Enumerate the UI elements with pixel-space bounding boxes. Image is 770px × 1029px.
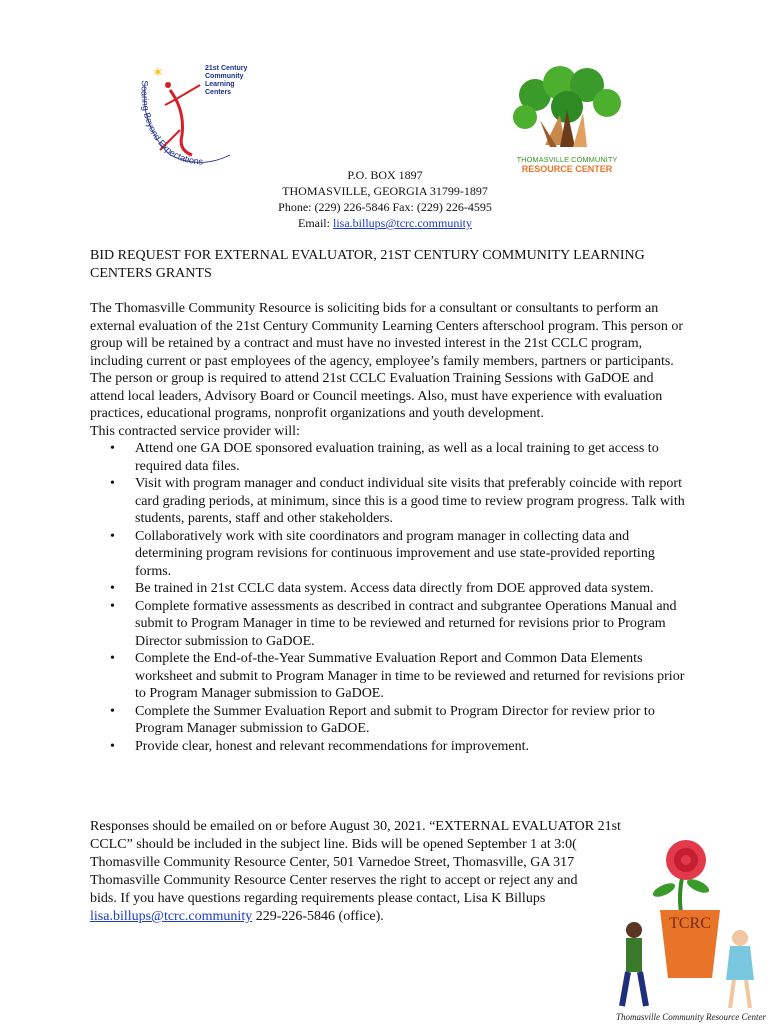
bullet-icon: •: [110, 581, 115, 596]
address-city: THOMASVILLE, GEORGIA 31799-1897: [282, 184, 488, 198]
tree-hands-icon: [505, 65, 630, 175]
closing-phone: 229-226-5846 (office).: [252, 909, 384, 924]
requirements-list: [90, 440, 690, 755]
bullet-icon: •: [110, 528, 115, 544]
bullet-icon: •: [110, 476, 115, 491]
bullet-icon: •: [110, 703, 115, 719]
svg-text:✶: ✶: [152, 64, 164, 80]
address-po-box: P.O. BOX 1897: [347, 168, 423, 182]
list-item: • Complete the End-of-the-Year Summative Evaluation Report and Common Data Elements worksheet and submit to Program Manager in time to be reviewed and returned for revisions prior to Program Manager submission to GaDOE.: [110, 651, 685, 701]
closing-line: Thomasville Community Resource Center, 501 Varnedoe Street, Thomasville, GA 317: [90, 855, 575, 870]
closing-line: Responses should be emailed on or before August 30, 2021. “EXTERNAL EVALUATOR 21st: [90, 819, 621, 834]
tcrc-logo-line1: THOMASVILLE COMMUNITY: [516, 155, 618, 164]
closing-contact-line: [90, 908, 680, 926]
21st-century-logo: [130, 55, 260, 170]
closing-line: CCLC” should be included in the subject line. Bids will be opened September 1 at 3:0(: [90, 837, 577, 852]
tcrc-mascot-illustration: [612, 838, 770, 1024]
list-item: • Complete the Summer Evaluation Report and submit to Program Director for review prior to Program Manager submission to GaDOE.: [110, 703, 655, 736]
closing-line: bids. If you have questions regarding requirements please contact, Lisa K Billups: [90, 891, 546, 906]
logo21-title: 21st Century Community Learning Centers: [205, 65, 248, 96]
kids-flowerpot-icon: [612, 838, 770, 1024]
tcrc-tree-logo: [505, 65, 630, 175]
intro-paragraph: The Thomasville Community Resource is soliciting bids for a consultant or consultants to perform an external evaluation of the 21st Century Community Learning Centers afterschool program. This person or group will be retained by a contract and must have no invested interest in the 21st CCLC program, including current or past employees of the agency, employee’s family members, partners or participants. The person or group is required to attend 21st CCLC Evaluation Training Sessions with GaDOE and attend local leaders, Advisory Board or Council meetings. Also, must have experience with evaluation practices, educational programs, nonprofit organizations and youth development.: [90, 301, 684, 421]
list-item: • Attend one GA DOE sponsored evaluation training, as well as a local training to get access to required data files.: [110, 441, 659, 474]
email-label: Email:: [297, 216, 333, 230]
mascot-sign: TCRC: [669, 915, 711, 932]
closing-line: Thomasville Community Resource Center reserves the right to accept or reject any and: [90, 873, 578, 888]
list-item: • Visit with program manager and conduct individual site visits that preferably coincide with report card grading periods, at minimum, since this is a good time to review program progress. Talk with students, parents, staff and other stakeholders.: [110, 476, 685, 526]
bullet-icon: •: [110, 598, 115, 614]
mascot-caption: Thomasville Community Resource Center: [616, 1012, 766, 1022]
email-link[interactable]: lisa.billups@tcrc.community: [332, 216, 473, 230]
closing-email-link[interactable]: lisa.billups@tcrc.community: [90, 909, 253, 924]
bid-heading: BID REQUEST FOR EXTERNAL EVALUATOR, 21ST CENTURY COMMUNITY LEARNING CENTERS GRANTS: [90, 248, 645, 281]
list-item: • Be trained in 21st CCLC data system. Access data directly from DOE approved data system.: [110, 581, 654, 596]
address-phone: Phone: (229) 226-5846 Fax: (229) 226-4595: [278, 200, 492, 214]
bullet-icon: •: [110, 738, 115, 754]
provider-will-line: This contracted service provider will:: [90, 423, 300, 439]
body-text: [90, 300, 690, 755]
bullet-icon: •: [110, 441, 115, 456]
logo-arc-text: Soaring Beyond Expectations: [139, 79, 204, 167]
list-item: • Provide clear, honest and relevant recommendations for improvement.: [110, 738, 530, 754]
tcrc-logo-line2: RESOURCE CENTER: [521, 164, 613, 174]
address-email: [0, 215, 770, 231]
closing-paragraph: [90, 818, 680, 926]
bullet-icon: •: [110, 651, 115, 666]
list-item: • Complete formative assessments as described in contract and subgrantee Operations Manual and submit to Program Manager in time to be reviewed and returned for revisions prior to Program Director submission to GaDOE.: [110, 598, 677, 649]
list-item: • Collaboratively work with site coordinators and program manager in collecting data and determining program revisions for continuous improvement and use state-provided reporting forms.: [110, 528, 655, 579]
